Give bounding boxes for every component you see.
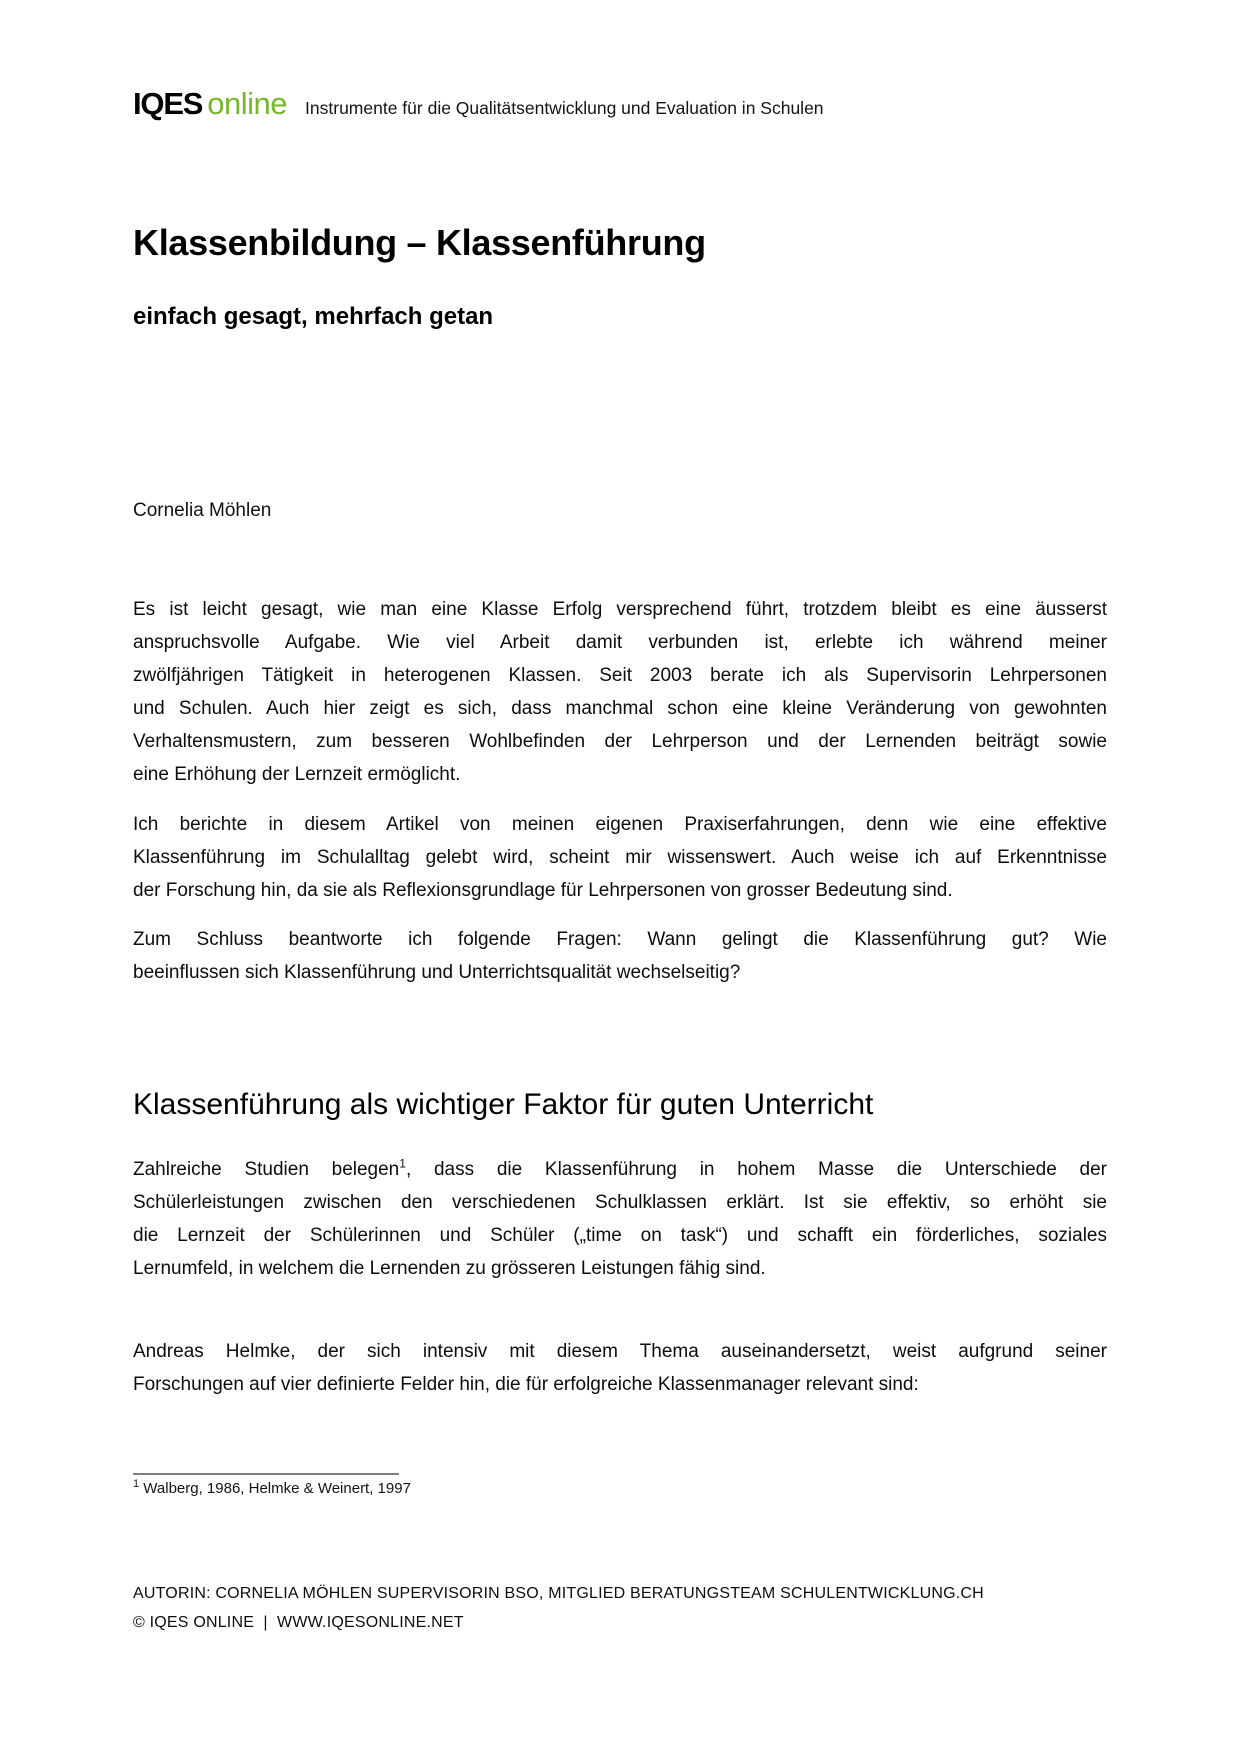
paragraph-line: Es ist leicht gesagt, wie man eine Klasse Erfolg versprechend führt, trotzdem bleibt es eine äusserst	[133, 599, 1107, 620]
paragraph-line: beeinflussen sich Klassenführung und Unterrichtsqualität wechselseitig?	[133, 962, 741, 983]
paragraph-line	[133, 1153, 1107, 1186]
footnote-text: Walberg, 1986, Helmke & Weinert, 1997	[143, 1480, 411, 1497]
author-name: Cornelia Möhlen	[133, 500, 272, 521]
paragraph-line: Ich berichte in diesem Artikel von meinen eigenen Praxiserfahrungen, denn wie eine effektive	[133, 814, 1107, 835]
section-paragraph-2	[133, 1335, 1107, 1401]
intro-paragraph-1	[133, 593, 1107, 791]
document-subtitle: einfach gesagt, mehrfach getan	[133, 303, 494, 330]
footnote	[133, 1480, 411, 1497]
paragraph-text: Zahlreiche Studien belegen	[133, 1159, 400, 1180]
intro-paragraph-3	[133, 923, 1107, 989]
header-tagline: Instrumente für die Qualitätsentwicklung und Evaluation in Schulen	[305, 98, 824, 118]
footnote-marker: 1	[133, 1478, 140, 1490]
iqes-logo-online-text: online	[207, 86, 288, 121]
paragraph-line: die Lernzeit der Schülerinnen und Schüler („time on task“) und schafft ein förderliches, soziales	[133, 1225, 1107, 1246]
paragraph-line: eine Erhöhung der Lernzeit ermöglicht.	[133, 764, 461, 785]
section-heading: Klassenführung als wichtiger Faktor für guten Unterricht	[133, 1088, 874, 1121]
document-title: Klassenbildung – Klassenführung	[133, 222, 706, 263]
paragraph-line: Andreas Helmke, der sich intensiv mit diesem Thema auseinandersetzt, weist aufgrund seiner	[133, 1341, 1107, 1362]
section-paragraph-1	[133, 1153, 1107, 1285]
paragraph-line: Zum Schluss beantworte ich folgende Fragen: Wann gelingt die Klassenführung gut? Wie	[133, 929, 1107, 950]
paragraph-line: Verhaltensmustern, zum besseren Wohlbefinden der Lehrperson und der Lernenden beiträgt sowie	[133, 731, 1107, 752]
footer-copyright-line: © IQES ONLINE | WWW.IQESONLINE.NET	[133, 1614, 464, 1631]
paragraph-line: Schülerleistungen zwischen den verschiedenen Schulklassen erklärt. Ist sie effektiv, so erhöht sie	[133, 1192, 1107, 1213]
page-header	[133, 86, 824, 122]
footnote-reference-marker: 1	[399, 1156, 406, 1171]
iqes-logo-text: IQES	[133, 86, 203, 121]
paragraph-line: der Forschung hin, da sie als Reflexionsgrundlage für Lehrpersonen von grosser Bedeutung sind.	[133, 880, 953, 901]
paragraph-line: und Schulen. Auch hier zeigt es sich, dass manchmal schon eine kleine Veränderung von gewohnten	[133, 698, 1107, 719]
paragraph-line: zwölfjährigen Tätigkeit in heterogenen Klassen. Seit 2003 berate ich als Supervisorin Lehrpersonen	[133, 665, 1107, 686]
footnote-divider	[133, 1473, 399, 1475]
paragraph-text: , dass die Klassenführung in hohem Masse die Unterschiede der	[405, 1159, 1107, 1180]
intro-paragraph-2	[133, 808, 1107, 907]
paragraph-line: Forschungen auf vier definierte Felder hin, die für erfolgreiche Klassenmanager relevant sind:	[133, 1374, 919, 1395]
paragraph-line: Lernumfeld, in welchem die Lernenden zu grösseren Leistungen fähig sind.	[133, 1258, 766, 1279]
paragraph-line: Klassenführung im Schulalltag gelebt wird, scheint mir wissenswert. Auch weise ich auf Erkenntnisse	[133, 847, 1107, 868]
paragraph-line: anspruchsvolle Aufgabe. Wie viel Arbeit damit verbunden ist, erlebte ich während meiner	[133, 632, 1107, 653]
footer-author-line: AUTORIN: CORNELIA MÖHLEN SUPERVISORIN BSO, MITGLIED BERATUNGSTEAM SCHULENTWICKLUNG.CH	[133, 1585, 984, 1602]
